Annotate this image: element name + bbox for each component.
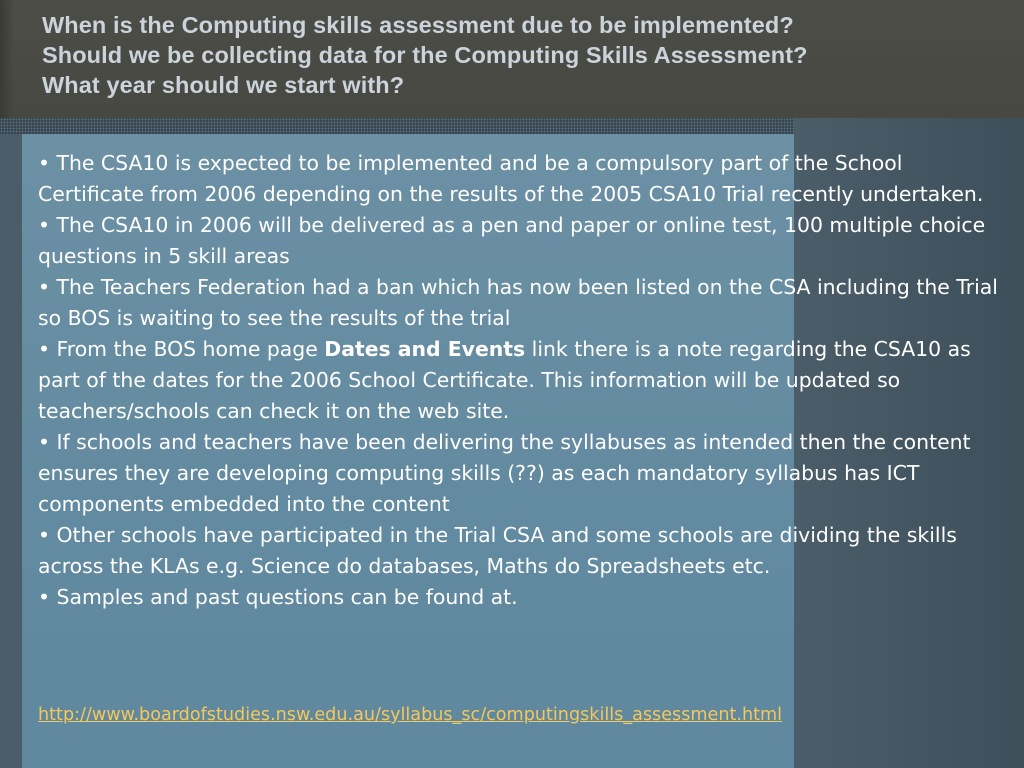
assessment-url-link[interactable]: http://www.boardofstudies.nsw.edu.au/syllabus_sc/computingskills_assessment.html [38, 705, 783, 725]
dates-and-events-link-text: Dates and Events [324, 337, 526, 361]
bullet-text: link there is a note regarding the CSA10 as part of the dates for the 2006 School Certificate. This information will be updated so teachers/schools can check it on the web site. [38, 337, 971, 423]
bullet-item: • Other schools have participated in the Trial CSA and some schools are dividing the skills across the KLAs e.g. Science do databases, Maths do Spreadsheets etc. [38, 523, 957, 578]
bullet-item: • The Teachers Federation had a ban which has now been listed on the CSA including the Trial so BOS is waiting to see the results of the trial [38, 275, 998, 330]
title-line: When is the Computing skills assessment due to be implemented? [42, 12, 794, 38]
title-line: What year should we start with? [42, 72, 405, 98]
bullet-item: • The CSA10 is expected to be implemented and be a compulsory part of the School Certificate from 2006 depending on the results of the 2005 CSA10 Trial recently undertaken. [38, 151, 984, 206]
bullet-list [38, 148, 998, 613]
bullet-item: • If schools and teachers have been delivering the syllabuses as intended then the content ensures they are developing computing skills (??) as each mandatory syllabus has ICT components embedded into the content [38, 430, 971, 516]
title-line: Should we be collecting data for the Computing Skills Assessment? [42, 42, 808, 68]
bullet-item [38, 334, 998, 427]
slide-title [42, 10, 1002, 100]
bullet-text: • From the BOS home page [38, 337, 325, 361]
bullet-item: • Samples and past questions can be found at. [38, 585, 518, 609]
bullet-item: • The CSA10 in 2006 will be delivered as a pen and paper or online test, 100 multiple choice questions in 5 skill areas [38, 213, 986, 268]
header-edge-shadow [0, 0, 14, 118]
